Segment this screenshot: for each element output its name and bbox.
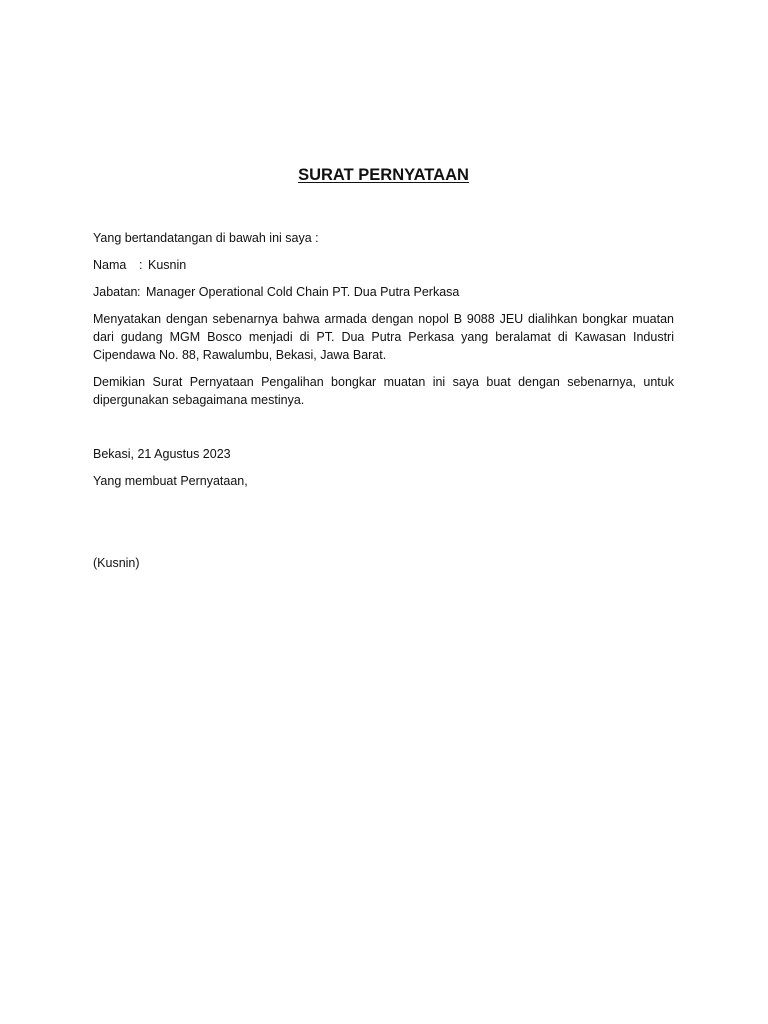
signatory-name: (Kusnin) [93, 556, 140, 570]
field-value: Kusnin [148, 258, 187, 272]
field-colon: : [139, 258, 143, 272]
field-value: Manager Operational Cold Chain PT. Dua Putra Perkasa [146, 285, 460, 299]
closing-paragraph: Demikian Surat Pernyataan Pengalihan bongkar muatan ini saya buat dengan sebenarnya, untuk dipergunakan sebagaimana mestinya. [93, 375, 674, 407]
field-label: Jabatan [93, 285, 138, 299]
field-nama [93, 256, 674, 274]
letter-body [93, 164, 674, 581]
closing-line: Yang membuat Pernyataan, [93, 474, 248, 488]
field-jabatan [93, 283, 674, 301]
place-date: Bekasi, 21 Agustus 2023 [93, 447, 231, 461]
intro-line: Yang bertandatangan di bawah ini saya : [93, 231, 319, 245]
signature-space [93, 499, 674, 554]
statement-paragraph: Menyatakan dengan sebenarnya bahwa armada dengan nopol B 9088 JEU dialihkan bongkar muatan dari gudang MGM Bosco menjadi di PT. Dua Putra Perkasa yang beralamat di Kawasan Industri Cipendawa No. 88, Rawalumbu, Bekasi, Jawa Barat. [93, 312, 674, 362]
field-colon: : [137, 285, 141, 299]
document-title: SURAT PERNYATAAN [298, 166, 469, 184]
field-label: Nama [93, 258, 127, 272]
